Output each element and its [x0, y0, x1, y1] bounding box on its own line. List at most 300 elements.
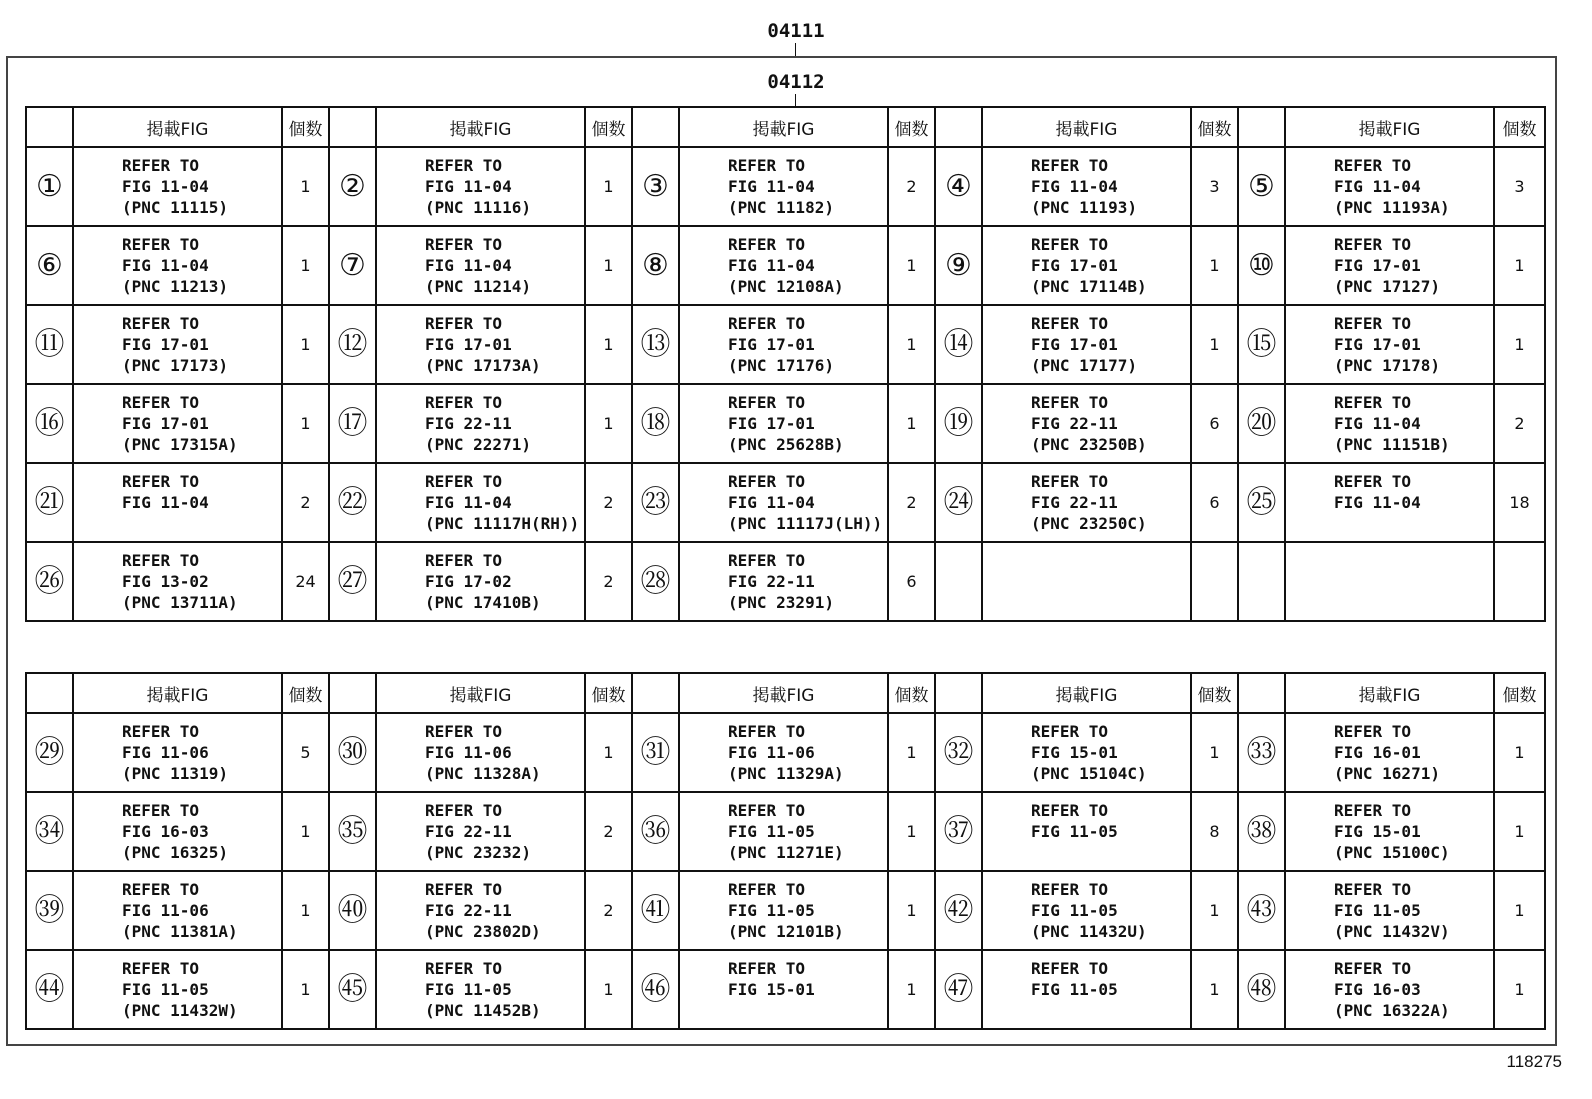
item-number: ⑥	[36, 247, 63, 283]
item-number: ⑰	[337, 405, 368, 441]
quantity: 1	[1494, 713, 1545, 792]
fig-reference-line: REFER TO	[1334, 959, 1412, 978]
quantity: 1	[888, 226, 935, 305]
item-number: ㊷	[943, 892, 974, 928]
item-number: ㊹	[34, 971, 65, 1007]
item-number-cell	[26, 542, 73, 621]
header-qty: 個数	[1494, 673, 1545, 713]
fig-reference-line: (PNC 11182)	[728, 198, 834, 217]
header-index-cell	[935, 673, 982, 713]
fig-reference-line: FIG 11-05	[1334, 901, 1421, 920]
item-number: ㊻	[640, 971, 671, 1007]
fig-reference-line: FIG 11-04	[122, 256, 209, 275]
item-number-cell	[26, 871, 73, 950]
fig-reference-line: (PNC 11115)	[122, 198, 228, 217]
fig-reference	[679, 463, 888, 542]
fig-reference	[1285, 463, 1494, 542]
item-number: ㉟	[337, 813, 368, 849]
item-number: ㉞	[34, 813, 65, 849]
fig-reference-line: REFER TO	[728, 801, 806, 820]
quantity: 2	[585, 542, 632, 621]
item-number-cell	[1238, 713, 1285, 792]
quantity: 6	[1191, 463, 1238, 542]
fig-reference	[679, 542, 888, 621]
item-number: ㉙	[34, 734, 65, 770]
quantity: 1	[282, 226, 329, 305]
fig-reference	[679, 871, 888, 950]
fig-reference-line: REFER TO	[1031, 959, 1109, 978]
item-number: ㉖	[34, 563, 65, 599]
fig-reference	[982, 226, 1191, 305]
item-number-cell	[935, 950, 982, 1029]
item-number: ③	[642, 168, 669, 204]
quantity: 1	[1191, 226, 1238, 305]
fig-reference-line: (PNC 15100C)	[1334, 843, 1450, 862]
fig-reference	[376, 950, 585, 1029]
header-fig: 掲載FIG	[982, 107, 1191, 147]
header-qty: 個数	[888, 673, 935, 713]
fig-reference-line: FIG 15-01	[728, 980, 815, 999]
fig-reference	[1285, 871, 1494, 950]
item-number-cell	[1238, 950, 1285, 1029]
fig-reference-line: REFER TO	[1031, 314, 1109, 333]
item-number-cell	[1238, 871, 1285, 950]
item-number-cell	[632, 463, 679, 542]
fig-reference	[982, 713, 1191, 792]
fig-reference-line: REFER TO	[728, 235, 806, 254]
item-number-cell	[329, 226, 376, 305]
item-number-cell	[329, 542, 376, 621]
quantity: 2	[585, 792, 632, 871]
fig-reference-line: (PNC 11193)	[1031, 198, 1137, 217]
quantity: 1	[282, 305, 329, 384]
quantity: 1	[282, 792, 329, 871]
item-number: ②	[339, 168, 366, 204]
quantity: 2	[282, 463, 329, 542]
fig-reference-line: REFER TO	[122, 722, 200, 741]
fig-reference	[679, 713, 888, 792]
item-number-cell	[935, 792, 982, 871]
fig-reference-line: (PNC 11452B)	[425, 1001, 541, 1020]
item-number-cell	[26, 226, 73, 305]
quantity: 1	[585, 226, 632, 305]
item-number: ⑳	[1246, 405, 1277, 441]
fig-reference-line: (PNC 11329A)	[728, 764, 844, 783]
fig-reference-line: REFER TO	[1334, 472, 1412, 491]
fig-reference-line: FIG 17-01	[122, 335, 209, 354]
header-fig: 掲載FIG	[679, 107, 888, 147]
fig-reference	[73, 226, 282, 305]
fig-reference-line: (PNC 23802D)	[425, 922, 541, 941]
item-number: ⑪	[34, 326, 65, 362]
fig-reference-line: (PNC 23291)	[728, 593, 834, 612]
quantity: 1	[282, 147, 329, 226]
fig-reference-line: (PNC 11116)	[425, 198, 531, 217]
fig-reference-line: FIG 17-01	[1031, 256, 1118, 275]
fig-reference	[73, 713, 282, 792]
quantity: 1	[1191, 950, 1238, 1029]
item-number: ⑧	[642, 247, 669, 283]
header-fig: 掲載FIG	[73, 107, 282, 147]
quantity: 2	[585, 463, 632, 542]
fig-reference-line: (PNC 11151B)	[1334, 435, 1450, 454]
fig-reference-line: (PNC 11319)	[122, 764, 228, 783]
fig-reference-line: REFER TO	[1334, 722, 1412, 741]
header-fig: 掲載FIG	[376, 673, 585, 713]
fig-reference-line: FIG 11-05	[728, 901, 815, 920]
header-index-cell	[329, 673, 376, 713]
fig-reference	[73, 147, 282, 226]
item-number: ⑯	[34, 405, 65, 441]
fig-reference-line: (PNC 11117J(LH))	[728, 514, 883, 533]
fig-reference-line: FIG 11-04	[425, 493, 512, 512]
item-number-cell	[329, 792, 376, 871]
item-number: ⑦	[339, 247, 366, 283]
item-number: ⑱	[640, 405, 671, 441]
header-qty: 個数	[282, 673, 329, 713]
item-number: ㊱	[640, 813, 671, 849]
fig-reference-line: FIG 17-01	[425, 335, 512, 354]
item-number: ㉝	[1246, 734, 1277, 770]
fig-reference-line: FIG 11-05	[1031, 822, 1118, 841]
item-number-cell	[329, 950, 376, 1029]
fig-reference-line	[1334, 513, 1493, 534]
fig-reference	[376, 713, 585, 792]
fig-reference-line: (PNC 23250C)	[1031, 514, 1147, 533]
item-number-cell	[329, 147, 376, 226]
fig-reference	[376, 147, 585, 226]
fig-reference-line	[728, 1000, 887, 1021]
fig-reference-line: FIG 11-04	[1334, 493, 1421, 512]
header-index-cell	[632, 107, 679, 147]
fig-reference-line: REFER TO	[1334, 235, 1412, 254]
fig-reference-line: FIG 11-06	[728, 743, 815, 762]
fig-reference-line: (PNC 12101B)	[728, 922, 844, 941]
quantity: 1	[888, 305, 935, 384]
item-number-cell	[632, 792, 679, 871]
item-number: ⑫	[337, 326, 368, 362]
quantity: 2	[888, 463, 935, 542]
fig-reference	[679, 792, 888, 871]
table-row	[26, 713, 1545, 792]
item-number: ㉔	[943, 484, 974, 520]
fig-reference-line: REFER TO	[122, 472, 200, 491]
fig-reference-line: (PNC 11214)	[425, 277, 531, 296]
fig-reference-line: (PNC 17410B)	[425, 593, 541, 612]
fig-reference-line: (PNC 16271)	[1334, 764, 1440, 783]
quantity: 1	[1494, 305, 1545, 384]
fig-reference-line: REFER TO	[1334, 393, 1412, 412]
fig-reference-line	[1334, 592, 1493, 613]
fig-reference-line: REFER TO	[122, 314, 200, 333]
fig-reference-line: REFER TO	[425, 959, 503, 978]
fig-reference-line: (PNC 15104C)	[1031, 764, 1147, 783]
item-number-cell	[1238, 542, 1285, 621]
fig-reference-line: FIG 11-05	[122, 980, 209, 999]
item-number: ㉛	[640, 734, 671, 770]
item-number-cell	[26, 305, 73, 384]
fig-reference-line: (PNC 23250B)	[1031, 435, 1147, 454]
fig-reference-line: (PNC 23232)	[425, 843, 531, 862]
fig-reference-line: (PNC 17315A)	[122, 435, 238, 454]
header-qty: 個数	[282, 107, 329, 147]
fig-reference-line: FIG 11-06	[122, 743, 209, 762]
fig-reference-line: FIG 17-01	[728, 335, 815, 354]
item-number-cell	[26, 792, 73, 871]
fig-reference-line: FIG 15-01	[1031, 743, 1118, 762]
fig-reference-line: REFER TO	[1334, 314, 1412, 333]
fig-reference	[679, 147, 888, 226]
header-index-cell	[1238, 107, 1285, 147]
item-number-cell	[1238, 463, 1285, 542]
fig-reference-line: (PNC 11193A)	[1334, 198, 1450, 217]
fig-reference-line: FIG 15-01	[1334, 822, 1421, 841]
item-number-cell	[632, 384, 679, 463]
item-number: ㊴	[34, 892, 65, 928]
fig-reference	[73, 384, 282, 463]
fig-reference-line: FIG 11-04	[1334, 177, 1421, 196]
fig-reference-line: REFER TO	[1334, 801, 1412, 820]
quantity: 1	[888, 713, 935, 792]
fig-reference	[982, 871, 1191, 950]
quantity: 1	[1494, 226, 1545, 305]
fig-reference-line: FIG 22-11	[425, 414, 512, 433]
fig-reference-line	[1031, 1000, 1190, 1021]
fig-reference-line: (PNC 17127)	[1334, 277, 1440, 296]
fig-reference-line: REFER TO	[728, 551, 806, 570]
fig-reference	[982, 542, 1191, 621]
fig-reference-line: REFER TO	[122, 880, 200, 899]
fig-reference-line: (PNC 11213)	[122, 277, 228, 296]
fig-reference-line: FIG 17-01	[1334, 256, 1421, 275]
item-number-cell	[935, 871, 982, 950]
fig-reference-line: FIG 11-04	[728, 256, 815, 275]
item-number-cell	[329, 871, 376, 950]
quantity	[1494, 542, 1545, 621]
fig-reference-line: FIG 17-01	[728, 414, 815, 433]
item-number-cell	[1238, 147, 1285, 226]
fig-reference-line: REFER TO	[122, 959, 200, 978]
item-number-cell	[632, 226, 679, 305]
header-fig: 掲載FIG	[1285, 673, 1494, 713]
fig-reference	[982, 305, 1191, 384]
item-number-cell	[1238, 305, 1285, 384]
item-number-cell	[26, 384, 73, 463]
quantity: 6	[888, 542, 935, 621]
fig-reference-line: FIG 11-04	[1031, 177, 1118, 196]
quantity: 1	[282, 871, 329, 950]
fig-reference-line: REFER TO	[1031, 235, 1109, 254]
fig-reference-line: FIG 11-04	[425, 256, 512, 275]
fig-reference	[982, 950, 1191, 1029]
quantity: 24	[282, 542, 329, 621]
header-index-cell	[632, 673, 679, 713]
fig-reference-line: REFER TO	[728, 722, 806, 741]
fig-reference	[73, 871, 282, 950]
quantity: 1	[1494, 871, 1545, 950]
quantity: 1	[1191, 713, 1238, 792]
header-index-cell	[26, 107, 73, 147]
fig-reference-line: FIG 11-04	[728, 493, 815, 512]
item-number: ㉜	[943, 734, 974, 770]
item-number: ㊸	[1246, 892, 1277, 928]
header-fig: 掲載FIG	[73, 673, 282, 713]
fig-reference-line: (PNC 17176)	[728, 356, 834, 375]
fig-reference-line: REFER TO	[425, 156, 503, 175]
fig-reference-line: (PNC 17178)	[1334, 356, 1440, 375]
fig-reference	[1285, 305, 1494, 384]
item-number-cell	[935, 305, 982, 384]
quantity: 1	[1191, 305, 1238, 384]
table-row	[26, 226, 1545, 305]
fig-reference-line: (PNC 11432V)	[1334, 922, 1450, 941]
fig-reference-line: FIG 22-11	[728, 572, 815, 591]
item-number-cell	[329, 305, 376, 384]
item-number: ⑭	[943, 326, 974, 362]
header-qty: 個数	[585, 107, 632, 147]
item-number: ㊲	[943, 813, 974, 849]
fig-reference-line	[1031, 592, 1190, 613]
item-number: ㊳	[1246, 813, 1277, 849]
item-number-cell	[329, 713, 376, 792]
fig-reference-line: FIG 17-01	[122, 414, 209, 433]
fig-reference	[73, 792, 282, 871]
fig-reference	[1285, 950, 1494, 1029]
fig-reference	[376, 226, 585, 305]
item-number: ④	[945, 168, 972, 204]
table-row	[26, 384, 1545, 463]
table-row	[26, 871, 1545, 950]
fig-reference	[1285, 713, 1494, 792]
item-number: ㊺	[337, 971, 368, 1007]
item-number: ⑨	[945, 247, 972, 283]
fig-reference-line: REFER TO	[1031, 393, 1109, 412]
item-number-cell	[935, 226, 982, 305]
fig-reference-line: (PNC 11117H(RH))	[425, 514, 580, 533]
fig-reference	[1285, 384, 1494, 463]
fig-reference-line: REFER TO	[122, 393, 200, 412]
fig-reference-line: REFER TO	[425, 551, 503, 570]
fig-reference-line: REFER TO	[425, 722, 503, 741]
fig-reference-line: FIG 11-06	[122, 901, 209, 920]
item-number-cell	[1238, 226, 1285, 305]
item-number: ⑲	[943, 405, 974, 441]
item-number-cell	[632, 305, 679, 384]
fig-reference-line: FIG 17-01	[1031, 335, 1118, 354]
document-id: 118275	[1506, 1052, 1562, 1071]
fig-reference-line: FIG 22-11	[425, 901, 512, 920]
fig-reference-line: REFER TO	[1031, 472, 1109, 491]
quantity: 1	[888, 871, 935, 950]
header-qty: 個数	[888, 107, 935, 147]
fig-reference-line: REFER TO	[728, 156, 806, 175]
fig-reference-line: REFER TO	[122, 156, 200, 175]
fig-reference-line: REFER TO	[425, 393, 503, 412]
item-number-cell	[26, 950, 73, 1029]
parts-reference-table-2	[25, 672, 1546, 1030]
header-fig: 掲載FIG	[679, 673, 888, 713]
item-number-cell	[632, 871, 679, 950]
item-number-cell	[26, 713, 73, 792]
item-number: ㉒	[337, 484, 368, 520]
item-number-cell	[935, 713, 982, 792]
header-fig: 掲載FIG	[376, 107, 585, 147]
fig-reference-line: (PNC 17173A)	[425, 356, 541, 375]
fig-reference-line: REFER TO	[728, 880, 806, 899]
quantity: 8	[1191, 792, 1238, 871]
quantity: 1	[282, 384, 329, 463]
fig-reference	[1285, 792, 1494, 871]
fig-reference-line: REFER TO	[425, 235, 503, 254]
fig-reference	[73, 463, 282, 542]
fig-reference-line: (PNC 16322A)	[1334, 1001, 1450, 1020]
header-qty: 個数	[585, 673, 632, 713]
item-number-cell	[935, 542, 982, 621]
quantity: 1	[1494, 792, 1545, 871]
fig-reference-line	[1031, 571, 1190, 592]
item-number-cell	[26, 463, 73, 542]
fig-reference-line: FIG 11-05	[1031, 980, 1118, 999]
fig-reference	[1285, 226, 1494, 305]
fig-reference-line: REFER TO	[122, 551, 200, 570]
fig-reference	[679, 305, 888, 384]
fig-reference-line: (PNC 16325)	[122, 843, 228, 862]
header-index-cell	[26, 673, 73, 713]
fig-reference-line	[1031, 550, 1190, 571]
item-number: ⑩	[1248, 247, 1275, 283]
fig-reference	[679, 950, 888, 1029]
fig-reference-line: REFER TO	[728, 472, 806, 491]
item-number: ㉘	[640, 563, 671, 599]
fig-reference	[982, 147, 1191, 226]
item-number-cell	[632, 950, 679, 1029]
quantity: 5	[282, 713, 329, 792]
fig-reference-line: (PNC 17114B)	[1031, 277, 1147, 296]
fig-reference-line: REFER TO	[1334, 880, 1412, 899]
parts-reference-table-1	[25, 106, 1546, 622]
quantity: 2	[888, 147, 935, 226]
quantity: 1	[888, 384, 935, 463]
item-number: ㊼	[943, 971, 974, 1007]
fig-reference-line: FIG 11-04	[122, 177, 209, 196]
header-index-cell	[935, 107, 982, 147]
item-number-cell	[1238, 792, 1285, 871]
quantity: 1	[888, 792, 935, 871]
item-number-cell	[632, 147, 679, 226]
fig-reference-line	[1334, 550, 1493, 571]
item-number-cell	[935, 384, 982, 463]
fig-reference-line: REFER TO	[728, 314, 806, 333]
fig-reference-line: REFER TO	[1334, 156, 1412, 175]
fig-reference-line: (PNC 22271)	[425, 435, 531, 454]
fig-reference-line: REFER TO	[728, 393, 806, 412]
item-number: ⑬	[640, 326, 671, 362]
quantity: 1	[888, 950, 935, 1029]
quantity: 1	[282, 950, 329, 1029]
quantity	[1191, 542, 1238, 621]
table-row	[26, 542, 1545, 621]
fig-reference-line	[1334, 571, 1493, 592]
table-row	[26, 147, 1545, 226]
quantity: 1	[585, 950, 632, 1029]
subgroup-code: 04112	[767, 71, 825, 93]
fig-reference	[982, 463, 1191, 542]
fig-reference-line: FIG 11-04	[728, 177, 815, 196]
fig-reference	[982, 792, 1191, 871]
fig-reference-line: REFER TO	[122, 235, 200, 254]
fig-reference	[73, 305, 282, 384]
quantity: 6	[1191, 384, 1238, 463]
